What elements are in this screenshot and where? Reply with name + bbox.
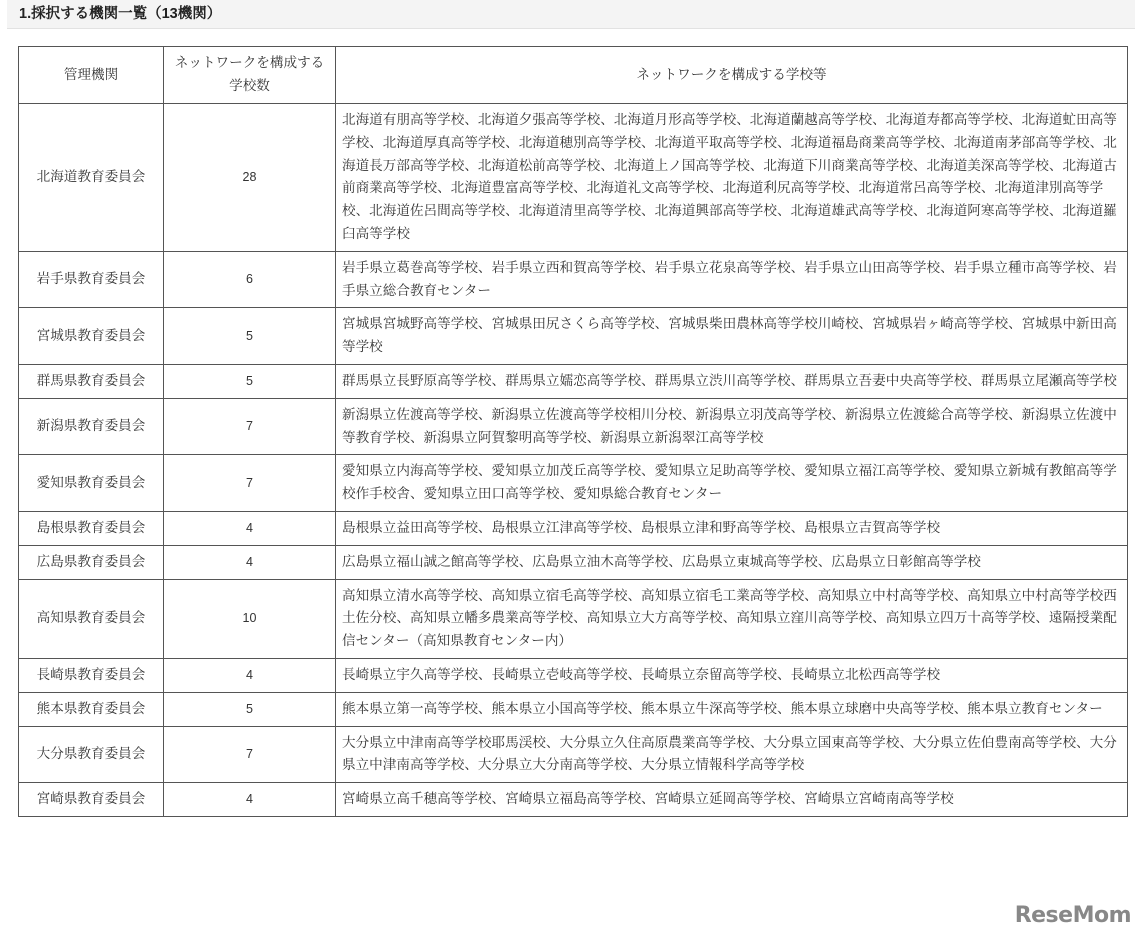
org-cell: 熊本県教育委員会 [19,692,164,726]
header-count: ネットワークを構成する学校数 [164,47,336,104]
school-count-cell: 28 [164,104,336,252]
table-row [19,658,1128,692]
table-header-row [19,47,1128,104]
table-row [19,398,1128,455]
table-row [19,364,1128,398]
schools-cell: 宮城県宮城野高等学校、宮城県田尻さくら高等学校、宮城県柴田農林高等学校川崎校、宮城県岩ヶ崎高等学校、宮城県中新田高等学校 [336,308,1128,365]
school-count-cell: 10 [164,579,336,658]
schools-cell: 宮崎県立高千穂高等学校、宮崎県立福島高等学校、宮崎県立延岡高等学校、宮崎県立宮崎南高等学校 [336,783,1128,817]
schools-cell: 新潟県立佐渡高等学校、新潟県立佐渡高等学校相川分校、新潟県立羽茂高等学校、新潟県立佐渡総合高等学校、新潟県立佐渡中等教育学校、新潟県立阿賀黎明高等学校、新潟県立新潟翠江高等学校 [336,398,1128,455]
school-count-cell: 6 [164,251,336,308]
header-schools: ネットワークを構成する学校等 [336,47,1128,104]
schools-cell: 島根県立益田高等学校、島根県立江津高等学校、島根県立津和野高等学校、島根県立吉賀高等学校 [336,511,1128,545]
org-cell: 大分県教育委員会 [19,726,164,783]
header-org: 管理機関 [19,47,164,104]
school-count-cell: 5 [164,308,336,365]
school-count-cell: 5 [164,692,336,726]
schools-cell: 広島県立福山誠之館高等学校、広島県立油木高等学校、広島県立東城高等学校、広島県立日彰館高等学校 [336,545,1128,579]
resemom-logo: ReseMom [1014,903,1131,928]
school-count-cell: 4 [164,511,336,545]
schools-cell: 大分県立中津南高等学校耶馬渓校、大分県立久住高原農業高等学校、大分県立国東高等学校、大分県立佐伯豊南高等学校、大分県立中津南高等学校、大分県立大分南高等学校、大分県立情報科学高等学校 [336,726,1128,783]
org-cell: 長崎県教育委員会 [19,658,164,692]
org-cell: 宮城県教育委員会 [19,308,164,365]
schools-cell: 愛知県立内海高等学校、愛知県立加茂丘高等学校、愛知県立足助高等学校、愛知県立福江高等学校、愛知県立新城有教館高等学校作手校舎、愛知県立田口高等学校、愛知県総合教育センター [336,455,1128,512]
school-count-cell: 7 [164,398,336,455]
schools-cell: 群馬県立長野原高等学校、群馬県立嬬恋高等学校、群馬県立渋川高等学校、群馬県立吾妻中央高等学校、群馬県立尾瀬高等学校 [336,364,1128,398]
table-row [19,692,1128,726]
table-row [19,545,1128,579]
school-count-cell: 7 [164,455,336,512]
school-count-cell: 7 [164,726,336,783]
table-row [19,783,1128,817]
org-cell: 北海道教育委員会 [19,104,164,252]
section-title-bar [7,0,1135,29]
org-cell: 高知県教育委員会 [19,579,164,658]
school-count-cell: 4 [164,658,336,692]
table-row [19,726,1128,783]
org-cell: 群馬県教育委員会 [19,364,164,398]
org-cell: 島根県教育委員会 [19,511,164,545]
table-row [19,511,1128,545]
schools-cell: 北海道有朋高等学校、北海道夕張高等学校、北海道月形高等学校、北海道蘭越高等学校、北海道寿都高等学校、北海道虻田高等学校、北海道厚真高等学校、北海道穂別高等学校、北海道平取高等学校、北海道福島商業高等学校、北海道南茅部高等学校、北海道長万部高等学校、北海道松前高等学校、北海道上ノ国高等学校、北海道下川商業高等学校、北海道美深高等学校、北海道古前商業高等学校、北海道豊富高等学校、北海道礼文高等学校、北海道利尻高等学校、北海道常呂高等学校、北海道津別高等学校、北海道佐呂間高等学校、北海道清里高等学校、北海道興部高等学校、北海道雄武高等学校、北海道阿寒高等学校、北海道羅臼高等学校 [336,104,1128,252]
schools-cell: 長崎県立宇久高等学校、長崎県立壱岐高等学校、長崎県立奈留高等学校、長崎県立北松西高等学校 [336,658,1128,692]
org-cell: 宮崎県教育委員会 [19,783,164,817]
org-cell: 広島県教育委員会 [19,545,164,579]
school-count-cell: 4 [164,545,336,579]
section-title: 1.採択する機関一覧（13機関） [19,6,222,22]
org-cell: 新潟県教育委員会 [19,398,164,455]
table-row [19,104,1128,252]
table-row [19,308,1128,365]
institutions-table [18,46,1128,817]
school-count-cell: 4 [164,783,336,817]
schools-cell: 高知県立清水高等学校、高知県立宿毛高等学校、高知県立宿毛工業高等学校、高知県立中村高等学校、高知県立中村高等学校西土佐分校、高知県立幡多農業高等学校、高知県立大方高等学校、高知県立窪川高等学校、高知県立四万十高等学校、遠隔授業配信センター（高知県教育センター内） [336,579,1128,658]
org-cell: 岩手県教育委員会 [19,251,164,308]
schools-cell: 熊本県立第一高等学校、熊本県立小国高等学校、熊本県立牛深高等学校、熊本県立球磨中央高等学校、熊本県立教育センター [336,692,1128,726]
table-row [19,579,1128,658]
schools-cell: 岩手県立葛巻高等学校、岩手県立西和賀高等学校、岩手県立花泉高等学校、岩手県立山田高等学校、岩手県立種市高等学校、岩手県立総合教育センター [336,251,1128,308]
table-row [19,455,1128,512]
org-cell: 愛知県教育委員会 [19,455,164,512]
school-count-cell: 5 [164,364,336,398]
table-row [19,251,1128,308]
